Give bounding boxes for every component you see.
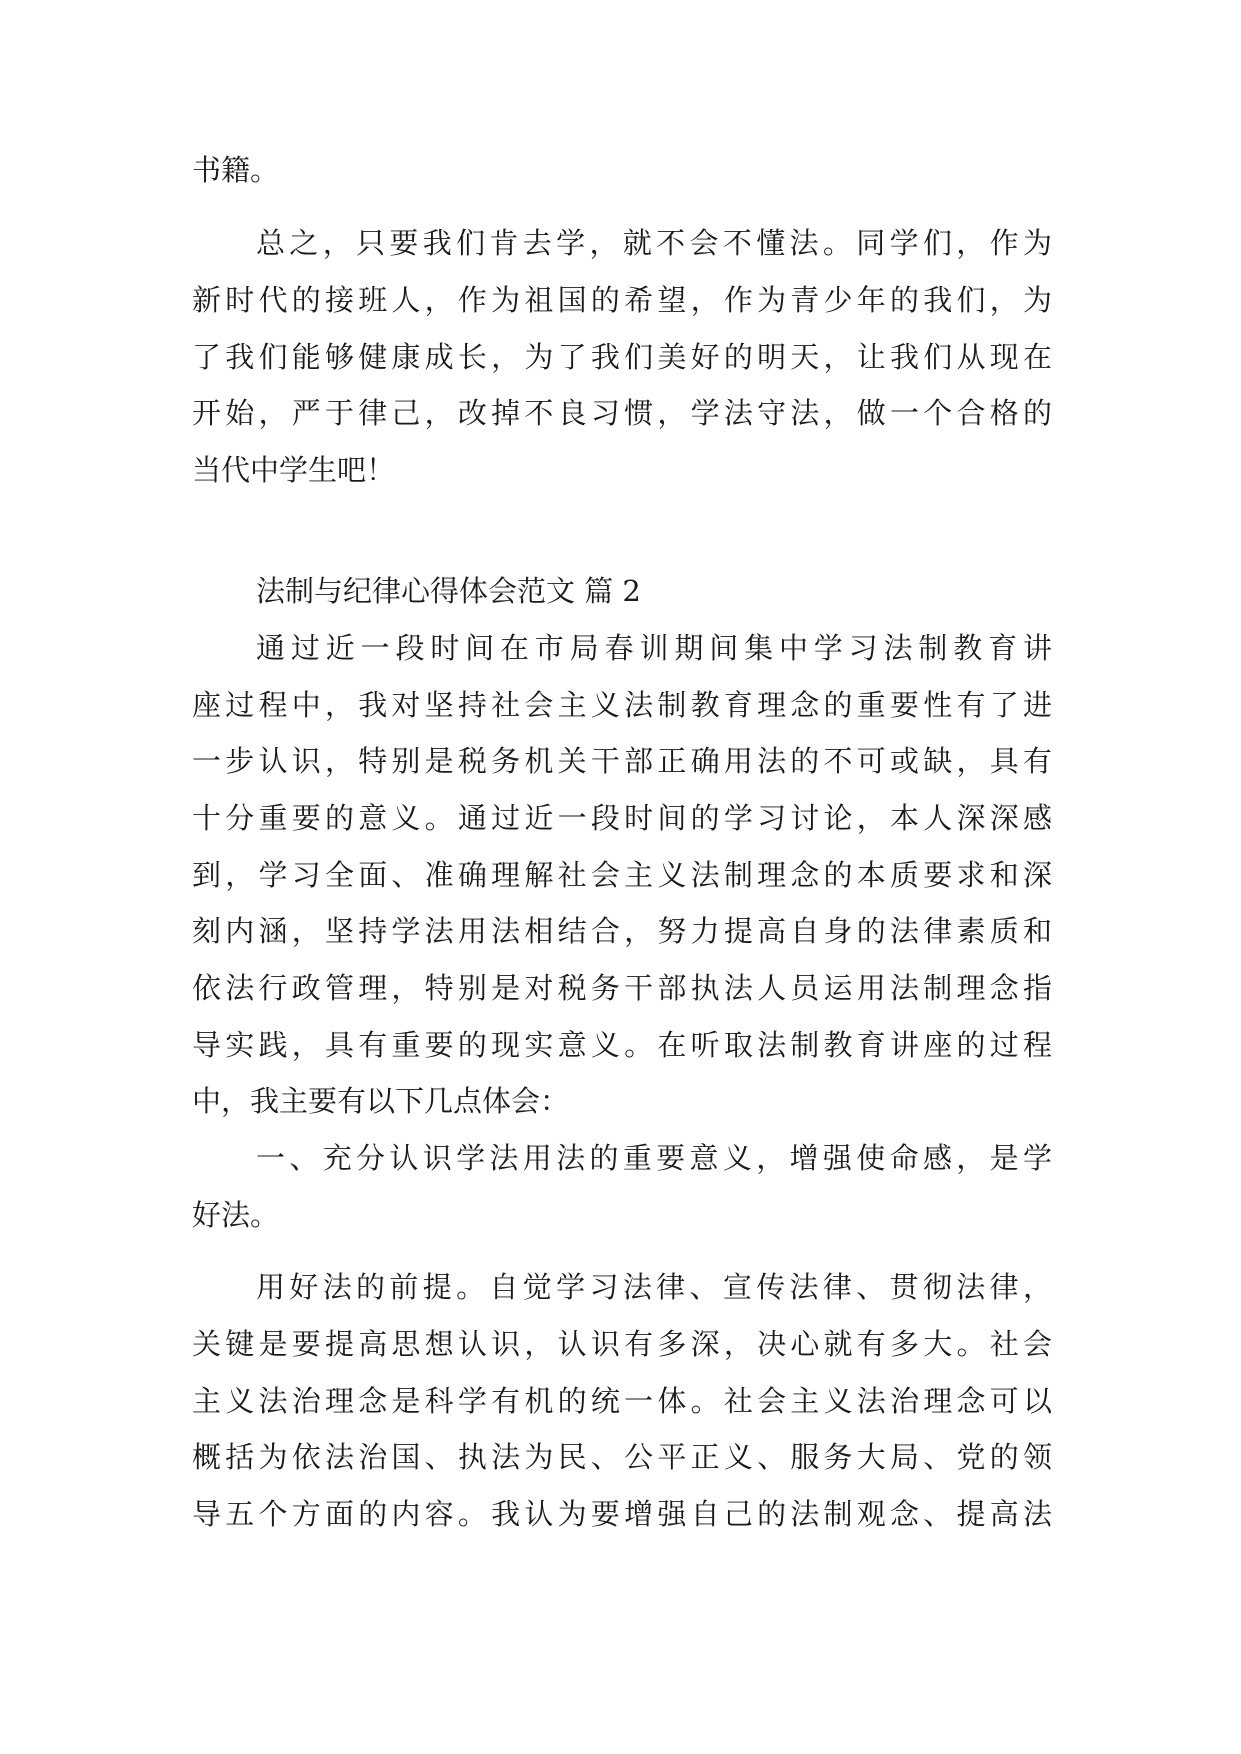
paragraph-line: 一、充分认识学法用法的重要意义，增强使命感，是学 [256,1141,1052,1175]
paragraph-line: 到，学习全面、准确理解社会主义法制理念的本质要求和深 [192,858,1052,892]
paragraph-line: 概括为依法治国、执法为民、公平正义、服务大局、党的领 [192,1440,1052,1474]
paragraph-line: 刻内涵，坚持学法用法相结合，努力提高自身的法律素质和 [192,914,1052,948]
paragraph-line: 一步认识，特别是税务机关干部正确用法的不可或缺，具有 [192,744,1052,778]
paragraph-line: 好法。 [192,1198,280,1232]
paragraph-line: 总之，只要我们肯去学，就不会不懂法。同学们，作为 [256,226,1052,260]
paragraph-line: 导五个方面的内容。我认为要增强自己的法制观念、提高法 [192,1497,1052,1531]
paragraph-line: 中，我主要有以下几点体会： [192,1084,570,1118]
paragraph-line: 主义法治理念是科学有机的统一体。社会主义法治理念可以 [192,1384,1052,1418]
paragraph-line: 新时代的接班人，作为祖国的希望，作为青少年的我们，为 [192,283,1052,317]
paragraph-line: 当代中学生吧！ [192,453,396,487]
paragraph-line: 了我们能够健康成长，为了我们美好的明天，让我们从现在 [192,340,1052,374]
paragraph-line: 书籍。 [192,153,280,187]
paragraph-line: 座过程中，我对坚持社会主义法制教育理念的重要性有了进 [192,688,1052,722]
paragraph-line: 关键是要提高思想认识，认识有多深，决心就有多大。社会 [192,1327,1052,1361]
paragraph-line: 导实践，具有重要的现实意义。在听取法制教育讲座的过程 [192,1028,1052,1062]
paragraph-line: 用好法的前提。自觉学习法律、宣传法律、贯彻法律， [256,1270,1052,1304]
paragraph-line: 依法行政管理，特别是对税务干部执法人员运用法制理念指 [192,971,1052,1005]
section-heading: 法制与纪律心得体会范文 篇 2 [256,574,641,608]
paragraph-line: 通过近一段时间在市局春训期间集中学习法制教育讲 [256,631,1052,665]
paragraph-line: 十分重要的意义。通过近一段时间的学习讨论，本人深深感 [192,801,1052,835]
paragraph-line: 开始，严于律己，改掉不良习惯，学法守法，做一个合格的 [192,396,1052,430]
